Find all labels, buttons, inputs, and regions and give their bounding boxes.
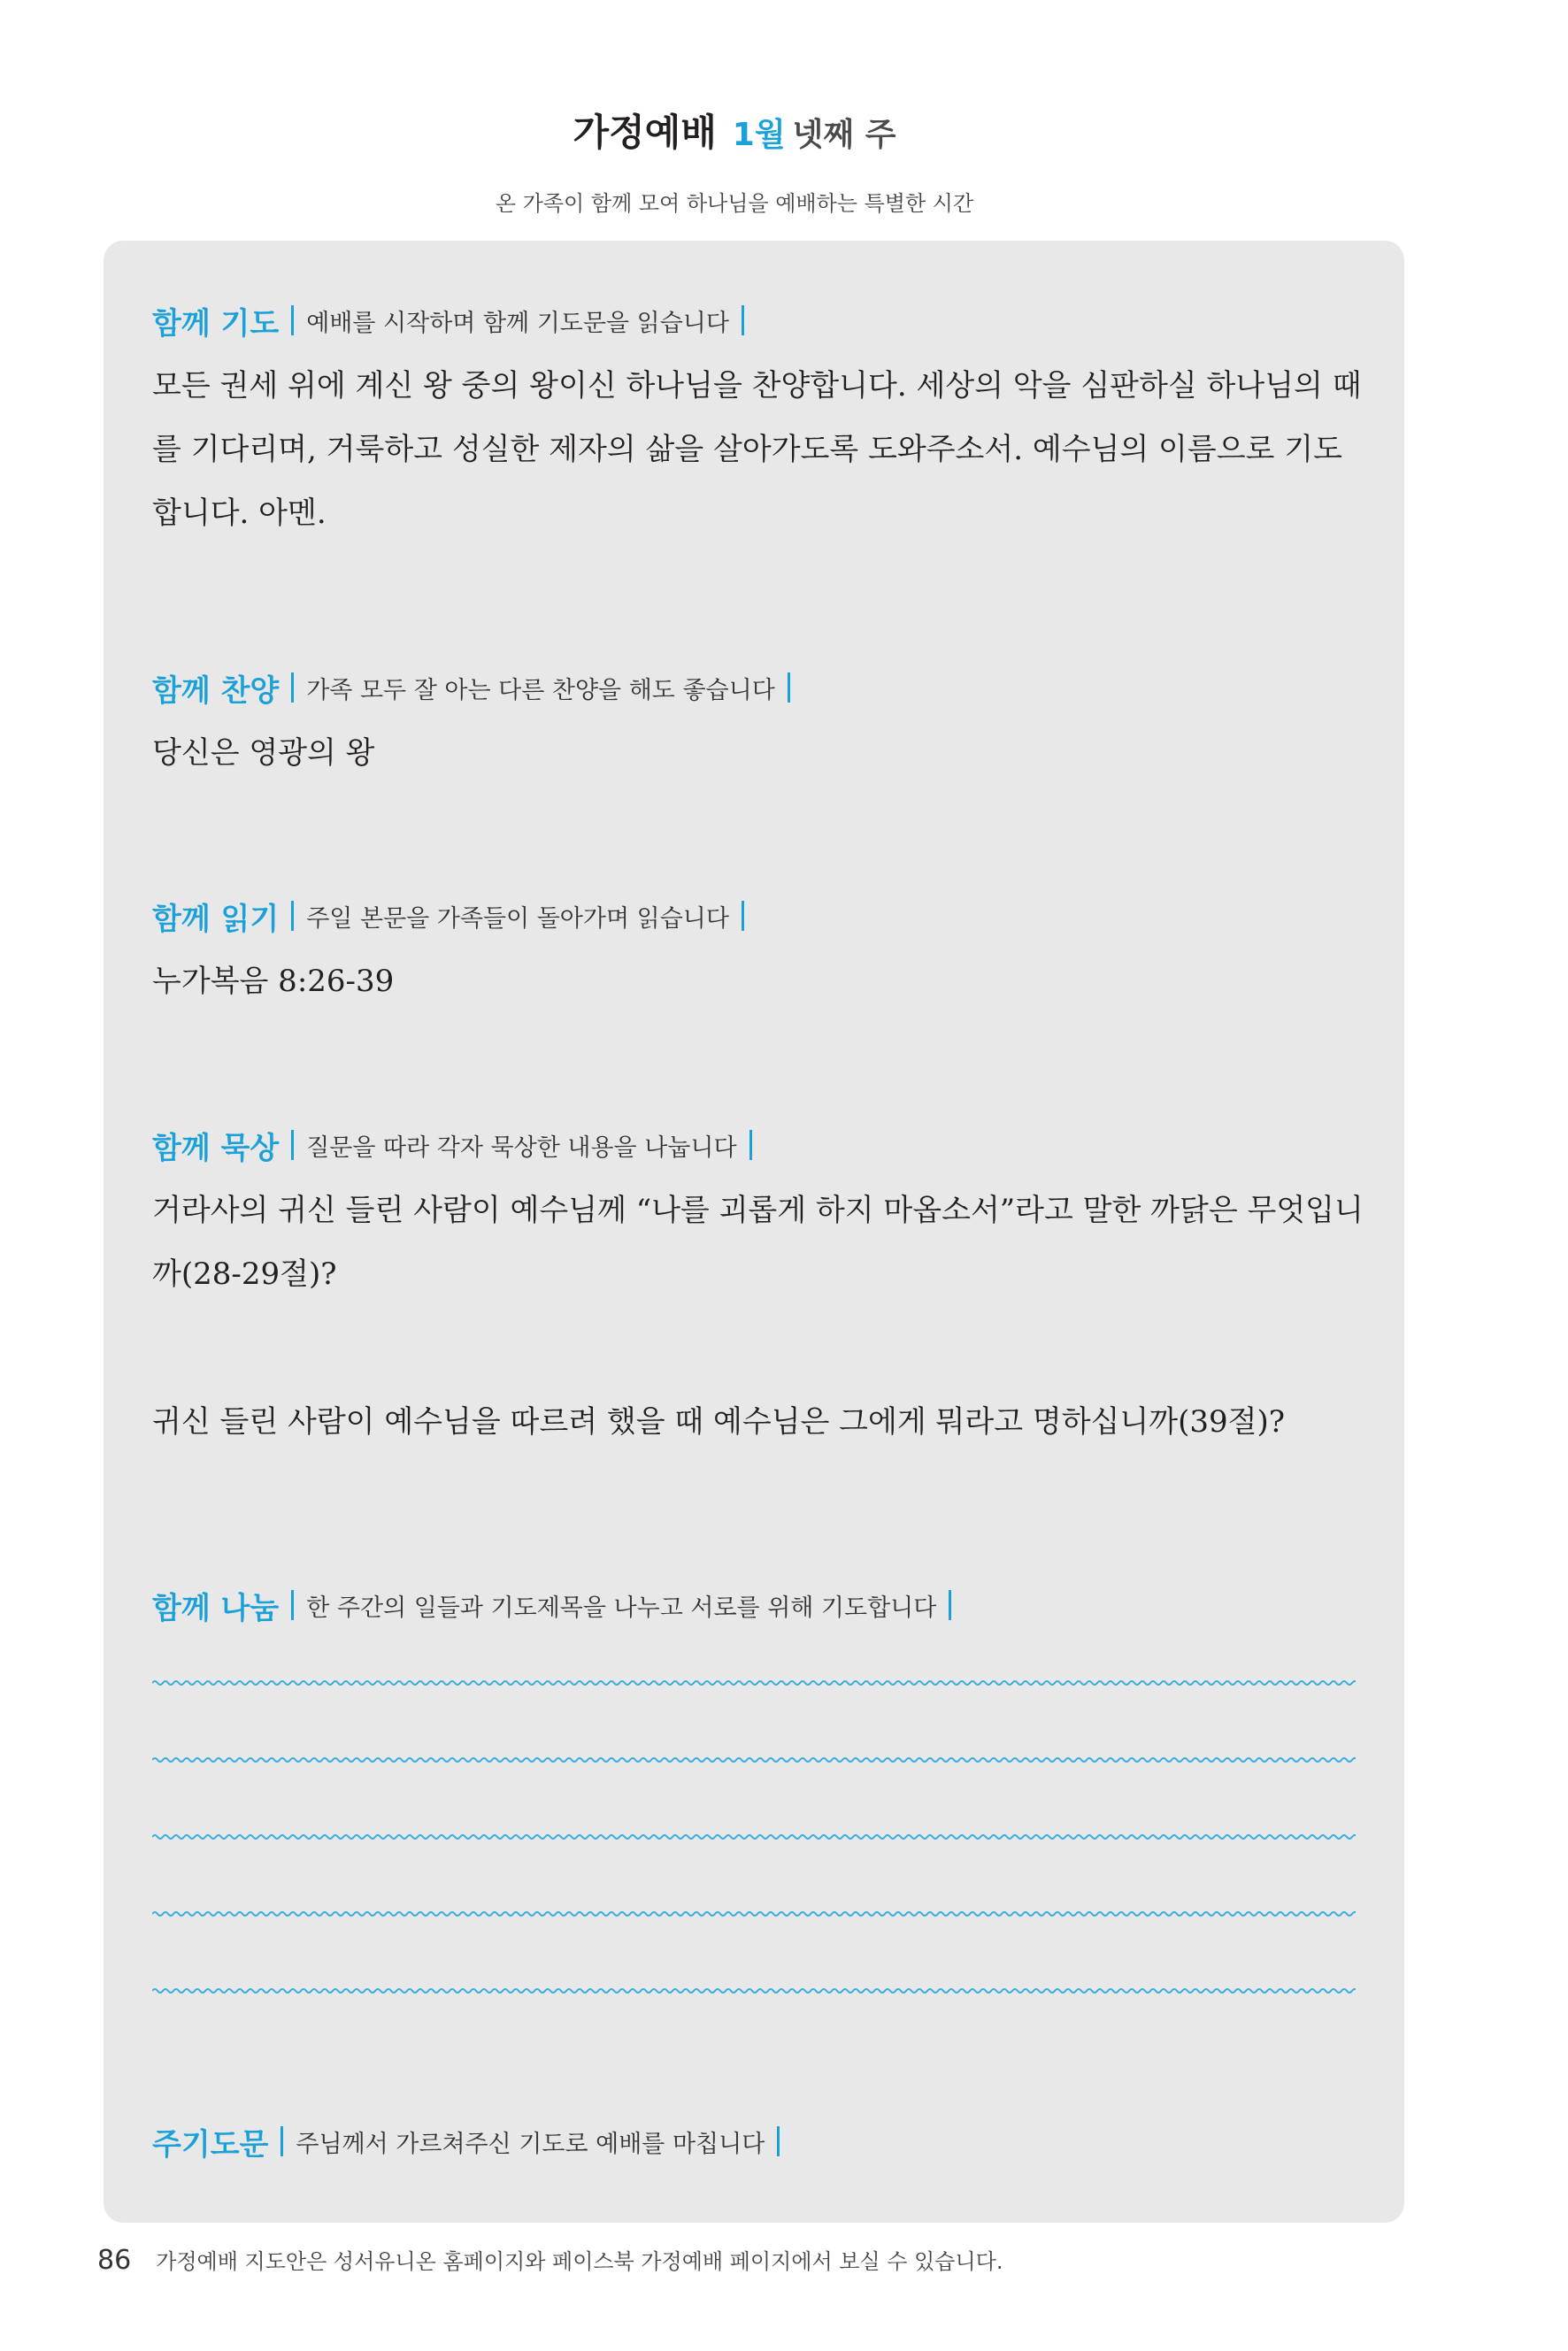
section-praise [152,661,1364,785]
section-heading [152,889,1364,942]
page-footer [97,2246,1003,2277]
meditation-question-2: 귀신 들린 사람이 예수님을 따르려 했을 때 예수님은 그에게 뭐라고 명하십니까(39절)? [152,1404,1285,1440]
section-title: 함께 찬양 [152,672,280,709]
divider-bar [749,1130,752,1160]
section-title: 함께 묵상 [152,1130,280,1166]
divider-bar [949,1590,951,1620]
section-meditation [152,1118,1364,1454]
meditation-question-1: 거라사의 귀신 들린 사람이 예수님께 “나를 괴롭게 하지 마옵소서”라고 말한 까닭은 무엇입니까(28-29절)? [152,1193,1364,1292]
wavy-writing-line [152,1751,1356,1769]
hymn-title: 당신은 영광의 왕 [152,735,375,771]
wavy-writing-line [152,1828,1356,1846]
divider-bar [291,305,294,335]
divider-bar [291,1130,294,1160]
section-prayer [152,294,1364,545]
page-subtitle: 온 가족이 함께 모여 하나님을 예배하는 특별한 시간 [495,191,974,216]
page-number: 86 [97,2245,132,2276]
section-description: 가족 모두 잘 아는 다른 찬양을 해도 좋습니다 [306,676,775,704]
section-lords-prayer [152,2115,1364,2168]
section-description: 주님께서 가르쳐주신 기도로 예배를 마칩니다 [296,2130,765,2158]
section-reading [152,889,1364,1013]
divider-bar [291,901,294,931]
divider-bar [291,1590,294,1620]
section-heading [152,661,1364,714]
section-title: 함께 나눔 [152,1590,280,1626]
divider-bar [777,2126,780,2156]
title-week: 넷째 주 [792,117,896,153]
writing-lines [152,1674,1356,2059]
section-heading [152,294,1364,347]
scripture-reference: 누가복음 8:26-39 [152,964,395,999]
page-title: 가정예배 [573,111,717,154]
section-description: 주일 본문을 가족들이 돌아가며 읽습니다 [306,904,729,933]
section-sharing [152,1579,1364,1632]
title-month: 1월 [732,117,786,153]
section-title: 함께 기도 [152,305,280,342]
divider-bar [291,672,294,703]
wavy-writing-line [152,1982,1356,2000]
divider-bar [742,901,744,931]
divider-bar [788,672,790,703]
section-heading [152,2115,1364,2168]
wavy-writing-line [152,1905,1356,1923]
section-description: 한 주간의 일들과 기도제목을 나누고 서로를 위해 기도합니다 [306,1594,937,1622]
worship-guide-panel [104,241,1404,2223]
wavy-writing-line [152,1674,1356,1692]
divider-bar [281,2126,283,2156]
title-line [0,106,1469,162]
section-heading [152,1118,1364,1172]
section-description: 예배를 시작하며 함께 기도문을 읽습니다 [306,309,729,337]
section-heading [152,1579,1364,1632]
section-title: 주기도문 [152,2126,269,2163]
footer-note: 가정예배 지도안은 성서유니온 홈페이지와 페이스북 가정예배 페이지에서 보실 수 있습니다. [156,2249,1003,2274]
section-title: 함께 읽기 [152,901,280,937]
section-description: 질문을 따라 각자 묵상한 내용을 나눕니다 [306,1133,737,1162]
divider-bar [742,305,744,335]
page-header [0,106,1469,219]
prayer-text: 모든 권세 위에 계신 왕 중의 왕이신 하나님을 찬양합니다. 세상의 악을 심판하실 하나님의 때를 기다리며, 거룩하고 성실한 제자의 삶을 살아가도록 도와주소서. 예수님의 이름으로 기도합니다. 아멘. [152,368,1362,531]
